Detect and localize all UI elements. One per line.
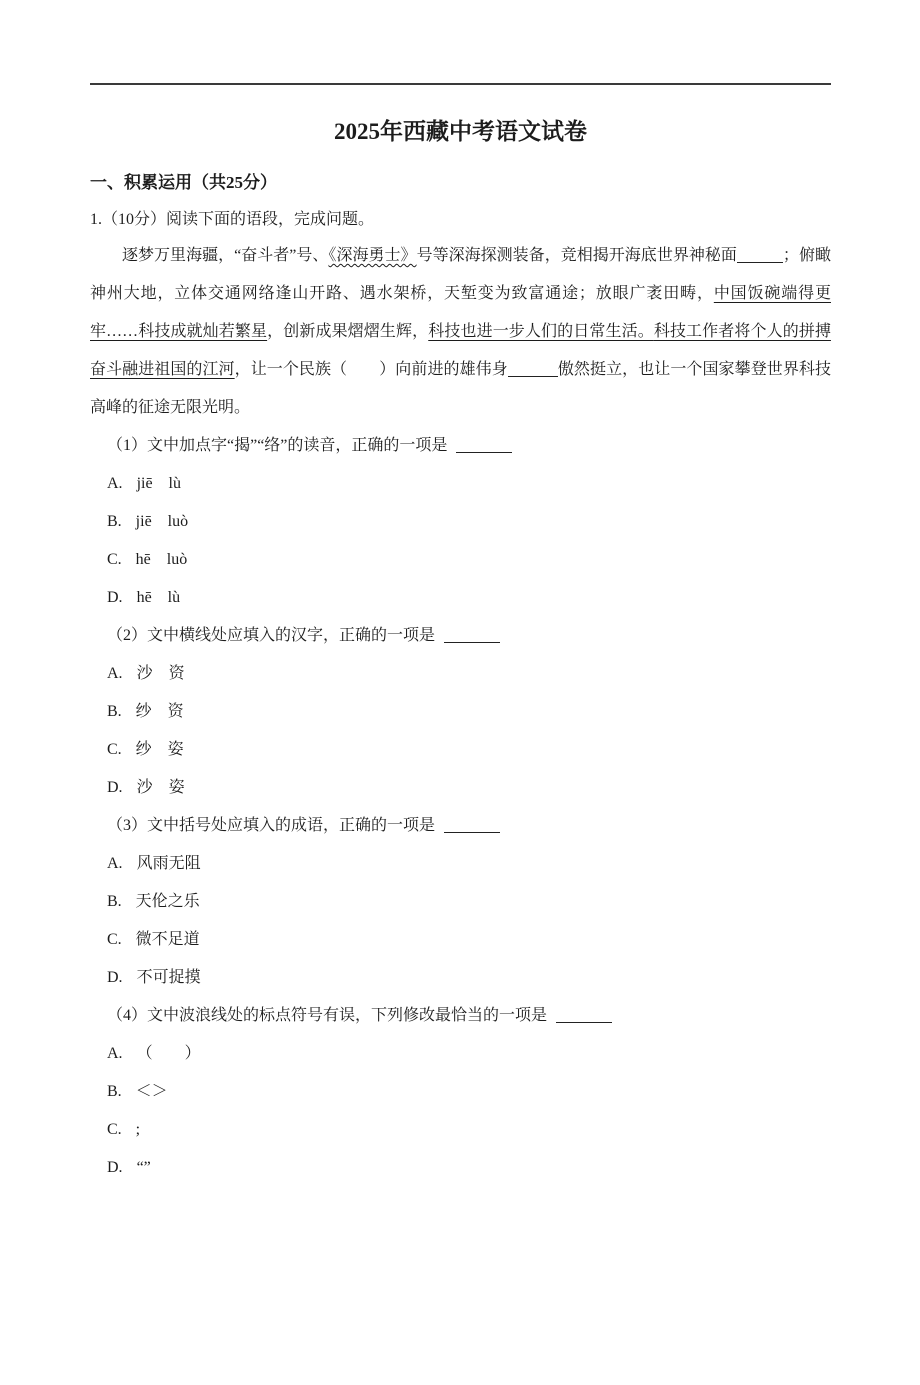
question-stem-text: （3）文中括号处应填入的成语，正确的一项是 bbox=[107, 817, 436, 834]
underlined-segment: 科技也进一步人们的日常生活。 bbox=[428, 323, 654, 340]
passage-line bbox=[90, 389, 831, 427]
answer-blank bbox=[444, 820, 500, 833]
option-label: A. bbox=[107, 665, 123, 682]
option-label: D. bbox=[107, 779, 123, 796]
option-row bbox=[90, 921, 831, 959]
option-row bbox=[90, 465, 831, 503]
passage bbox=[90, 237, 831, 427]
question-stem-text: （2）文中横线处应填入的汉字，正确的一项是 bbox=[107, 627, 436, 644]
page-title: 2025年西藏中考语文试卷 bbox=[334, 119, 587, 144]
answer-blank bbox=[508, 364, 558, 377]
passage-text: 傲然挺立，也让一个国家攀登世界科技 bbox=[557, 361, 831, 378]
passage-line bbox=[90, 275, 831, 313]
question-stem-text: （4）文中波浪线处的标点符号有误，下列修改最恰当的一项是 bbox=[107, 1007, 548, 1024]
underlined-segment: 奋斗融进祖国的江河 bbox=[90, 361, 235, 378]
passage-text: 神州大地，立体交通网络逢山开路、遇水架桥，天堑变为致富通途；放眼广袤田畴， bbox=[90, 285, 714, 302]
option-label: D. bbox=[107, 589, 123, 606]
question-stem bbox=[90, 617, 831, 655]
option-text: jiē luò bbox=[135, 513, 189, 530]
option-text: ; bbox=[135, 1121, 141, 1138]
sub-question bbox=[90, 617, 831, 807]
passage-line bbox=[90, 237, 831, 275]
option-text: 纱 姿 bbox=[135, 741, 184, 758]
sub-question bbox=[90, 807, 831, 997]
document-page bbox=[0, 83, 920, 1385]
wavy-underlined-segment: 《深海勇士》 bbox=[328, 247, 417, 264]
option-text: 不可捉摸 bbox=[136, 969, 201, 986]
option-row bbox=[90, 1073, 831, 1111]
option-label: A. bbox=[107, 855, 123, 872]
option-row bbox=[90, 541, 831, 579]
option-row bbox=[90, 579, 831, 617]
question-stem bbox=[90, 997, 831, 1035]
option-label: A. bbox=[107, 475, 123, 492]
option-text: “” bbox=[136, 1159, 151, 1176]
option-text: hē lù bbox=[136, 589, 181, 606]
underlined-segment: 牢……科技成就灿若繁星 bbox=[90, 323, 268, 340]
passage-text: 号等深海探测装备，竞相揭开海底世界神秘面 bbox=[416, 247, 737, 264]
passage-text: 逐梦万里海疆，“奋斗者”号、 bbox=[122, 247, 329, 264]
option-row bbox=[90, 503, 831, 541]
option-row bbox=[90, 1111, 831, 1149]
option-label: C. bbox=[107, 1121, 122, 1138]
passage-line bbox=[90, 351, 831, 389]
option-row bbox=[90, 1035, 831, 1073]
header-divider bbox=[90, 83, 831, 85]
option-label: B. bbox=[107, 703, 122, 720]
option-text: 沙 姿 bbox=[136, 779, 185, 796]
option-label: A. bbox=[107, 1045, 123, 1062]
question-intro: 1.（10分）阅读下面的语段，完成问题。 bbox=[90, 211, 375, 228]
answer-blank bbox=[444, 630, 500, 643]
option-row bbox=[90, 769, 831, 807]
option-row bbox=[90, 845, 831, 883]
option-text: ＜＞ bbox=[135, 1083, 168, 1100]
sub-questions bbox=[90, 427, 831, 1187]
option-row bbox=[90, 655, 831, 693]
option-label: C. bbox=[107, 741, 122, 758]
option-text: hē luò bbox=[135, 551, 188, 568]
option-label: C. bbox=[107, 931, 122, 948]
option-text: 微不足道 bbox=[135, 931, 200, 948]
option-text: 天伦之乐 bbox=[135, 893, 200, 910]
option-row bbox=[90, 731, 831, 769]
option-label: D. bbox=[107, 969, 123, 986]
sub-question bbox=[90, 427, 831, 617]
option-label: B. bbox=[107, 1083, 122, 1100]
option-label: C. bbox=[107, 551, 122, 568]
option-row bbox=[90, 1149, 831, 1187]
option-text: jiē lù bbox=[136, 475, 182, 492]
option-text: 沙 资 bbox=[136, 665, 185, 682]
option-label: D. bbox=[107, 1159, 123, 1176]
option-text: （ ） bbox=[136, 1045, 201, 1062]
passage-text: ，创新成果熠熠生辉， bbox=[267, 323, 429, 340]
underlined-segment: 科技工作者将个人的拼搏 bbox=[653, 323, 831, 340]
answer-blank bbox=[456, 440, 512, 453]
option-row bbox=[90, 693, 831, 731]
passage-text: ，让一个民族（ ）向前进的雄伟身 bbox=[234, 361, 508, 378]
option-row bbox=[90, 959, 831, 997]
passage-text: ；俯瞰 bbox=[782, 247, 831, 264]
option-text: 纱 资 bbox=[135, 703, 184, 720]
option-text: 风雨无阻 bbox=[136, 855, 201, 872]
underlined-segment: 中国饭碗端得更 bbox=[713, 285, 831, 302]
option-label: B. bbox=[107, 893, 122, 910]
question-stem-text: （1）文中加点字“揭”“络”的读音，正确的一项是 bbox=[107, 437, 448, 454]
answer-blank bbox=[556, 1010, 612, 1023]
sub-question bbox=[90, 997, 831, 1187]
answer-blank bbox=[737, 250, 783, 263]
option-label: B. bbox=[107, 513, 122, 530]
passage-line bbox=[90, 313, 831, 351]
option-row bbox=[90, 883, 831, 921]
section-heading: 一、积累运用（共25分） bbox=[90, 173, 277, 192]
question-stem bbox=[90, 427, 831, 465]
passage-text: 高峰的征途无限光明。 bbox=[90, 399, 251, 416]
question-stem bbox=[90, 807, 831, 845]
